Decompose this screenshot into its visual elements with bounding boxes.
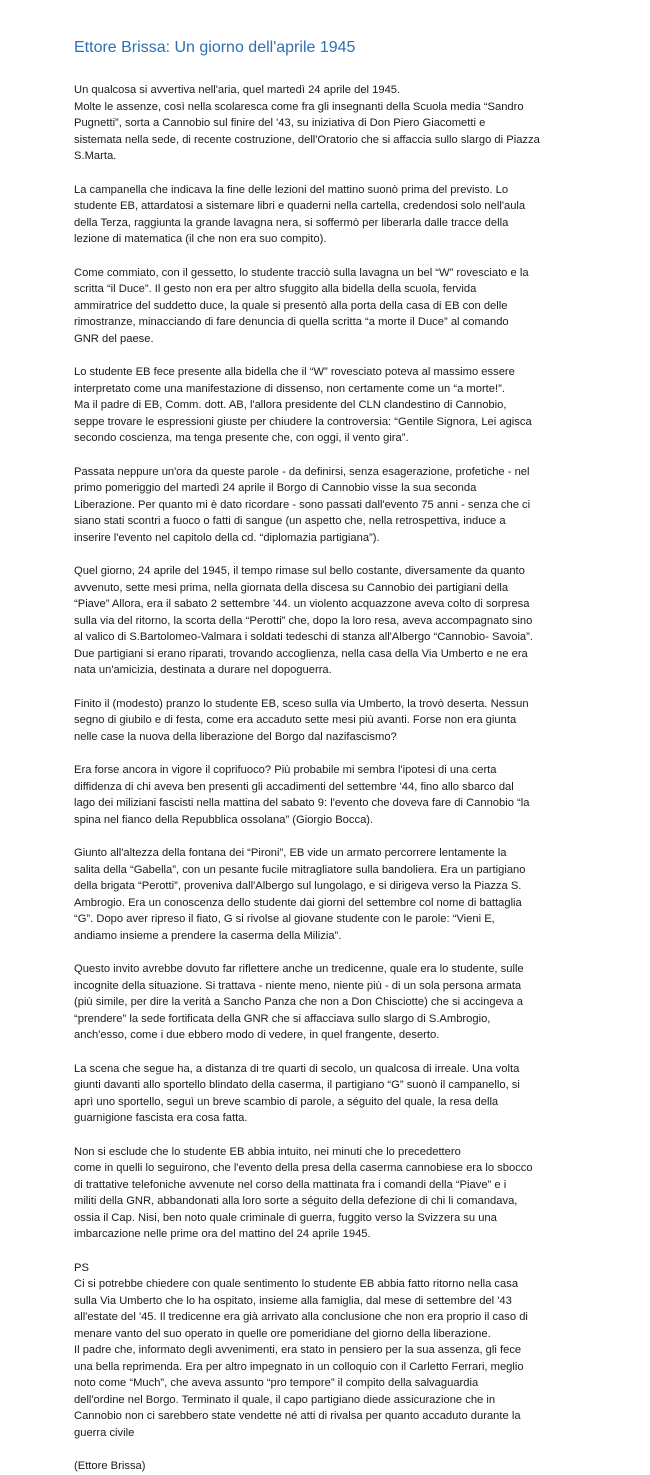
paragraph-line: Ambrogio. Era un conoscenza dello studente dai giorni del settembre col nome di battaglia [74,896,522,909]
paragraph-line: aprì uno sportello, seguì un breve scambio di parole, a séguito del quale, la resa della [74,1095,499,1108]
paragraph-line: lezione di matematica (il che non era suo compito). [74,233,327,245]
paragraph-line: La scena che segue ha, a distanza di tre quarti di secolo, un qualcosa di irreale. Una volta [74,1062,520,1075]
paragraph-line: Liberazione. Per quanto mi è dato ricordare - sono passati dall'evento 75 anni - senza che ci [74,498,531,511]
paragraph-line: “G”. Dopo aver ripreso il fiato, G si rivolse al giovane studente con le parole: “Vieni E, [74,913,495,925]
paragraph-line: ammiratrice del suddetto duce, la quale si presentò alla porta della casa di EB con delle [74,299,508,312]
paragraph-line: della brigata “Perotti”, proveniva dall'Albergo sul lungolago, e si dirigeva verso la Piazza S. [74,880,522,892]
document-body [74,82,610,1441]
paragraph [74,182,610,248]
paragraph-line: all'estate del '45. Il tredicenne era già arrivato alla conclusione che non era proprio il caso di [74,1311,528,1323]
paragraph-line: lago dei miliziani fascisti nella mattina del sabato 9: l'evento che doveva fare di Cannobio “la [74,797,530,809]
paragraph-line: Quel giorno, 24 aprile del 1945, il tempo rimase sul bello costante, diversamente da quanto [74,565,525,577]
paragraph [74,1144,610,1243]
paragraph-line: Molte le assenze, così nella scolaresca come fra gli insegnanti della Scuola media “Sandro [74,100,524,113]
paragraph-line: Era forse ancora in vigore il coprifuoco? Più probabile mi sembra l'ipotesi di una certa [74,764,497,776]
paragraph-line: Lo studente EB fece presente alla bidella che il “W” rovesciato poteva al massimo essere [74,366,515,378]
paragraph-line: al valico di S.Bartolomeo-Valmara i soldati tedeschi di stanza all'Albergo “Cannobio- Savoia”. [74,631,533,643]
paragraph-line: giunti davanti allo sportello blindato della caserma, il partigiano “G” suonò il campanello, si [74,1079,520,1091]
paragraph-line: sulla Via Umberto che lo ha ospitato, insieme alla famiglia, dal mese di settembre del '43 [74,1294,512,1307]
paragraph-line: della Terza, raggiunta la grande lavagna nera, si soffermò per liberarla dalle tracce della [74,216,509,229]
paragraph-line: studente EB, attardatosi a sistemare libri e quaderni nella cartella, credendosi solo nell'aula [74,200,526,212]
paragraph-line: Ma il padre di EB, Comm. dott. AB, l'allora presidente del CLN clandestino di Cannobio, [74,399,507,411]
paragraph-line: Giunto all'altezza della fontana dei “Pironi”, EB vide un armato percorrere lentamente la [74,847,507,859]
paragraph-line: Il padre che, informato degli avvenimenti, era stato in pensiero per la sua assenza, gli fece [74,1344,522,1356]
paragraph-line: Finito il (modesto) pranzo lo studente EB, sceso sulla via Umberto, la trovò deserta. Nessun [74,697,529,710]
paragraph [74,961,610,1044]
paragraph-line: Ci si potrebbe chiedere con quale sentimento lo studente EB abbia fatto ritorno nella casa [74,1278,519,1290]
paragraph-line: guerra civile [74,1426,135,1439]
paragraph-line: sistemata nella sede, di recente costruzione, dell'Oratorio che si affaccia sullo slargo di Piazza [74,133,540,146]
paragraph-line: “Piave” Allora, era il sabato 2 settembre '44. un violento acquazzone aveva colto di sorpresa [74,598,530,610]
paragraph-line: (più simile, per dire la verità a Sancho Panza che non a Don Chisciotte) che si accingeva a [74,996,523,1008]
paragraph-line: Un qualcosa si avvertiva nell'aria, quel martedì 24 aprile del 1945. [74,84,401,96]
paragraph [74,364,610,447]
paragraph-line: guarnigione fascista era cosa fatta. [74,1112,248,1124]
paragraph-line: dell'ordine nel Borgo. Terminato il quale, il capo partigiano diede assicurazione che in [74,1393,496,1406]
paragraph-line: Non si esclude che lo studente EB abbia intuito, nei minuti che lo precedettero [74,1145,461,1158]
paragraph-line: seppe trovare le espressioni giuste per chiudere la controversia: “Gentile Signora, Lei agisca [74,415,532,428]
paragraph-line: andiamo insieme a prendere la caserma della Milizia”. [74,929,342,942]
paragraph [74,696,610,746]
paragraph-line: Passata neppure un'ora da queste parole - da definirsi, senza esagerazione, profetiche - nel [74,465,530,478]
paragraph-line: scritta “il Duce”. Il gesto non era per altro sfuggito alla bidella della scuola, fervida [74,283,477,295]
paragraph-line: militi della GNR, abbandonati alla loro sorte a séguito della defezione di chi li comandava, [74,1195,518,1207]
paragraph-line: siano stati scontri a fuoco o fatti di sangue (un aspetto che, nella retrospettiva, induce a [74,515,506,527]
paragraph-line: diffidenza di chi aveva ben presenti gli accadimenti del settembre '44, fino allo sbarco dal [74,780,514,793]
paragraph-line: noto come “Much”, che aveva assunto “pro tempore” il compito della salvaguardia [74,1377,479,1389]
paragraph-line: imbarcazione nelle prime ora del mattino del 24 aprile 1945. [74,1228,371,1240]
paragraph-line: come in quelli lo seguirono, che l'evento della presa della caserma cannobiese era lo sbocco [74,1162,533,1174]
paragraph [74,464,610,547]
paragraph-line: S.Marta. [74,150,117,162]
paragraph-line: segno di giubilo e di festa, come era accaduto sette mesi più avanti. Forse non era giunta [74,714,517,726]
paragraph-line: “prendere” la sede fortificata della GNR che si affacciava sullo slargo di S.Ambrogio, [74,1012,491,1025]
paragraph-line: salita della “Gabella”, con un pesante fucile mitragliatore sulla bandoliera. Era un partigiano [74,863,526,876]
paragraph-line: avvenuto, sette mesi prima, nella giornata della discesa su Cannobio dei partigiani della [74,581,509,594]
paragraph-line: di trattative telefoniche avvenute nel corso della mattinata fra i comandi della “Piave” e i [74,1178,507,1191]
paragraph-line: primo pomeriggio del martedì 24 aprile il Borgo di Cannobio visse la sua seconda [74,482,477,494]
paragraph-line: Questo invito avrebbe dovuto far riflettere anche un tredicenne, quale era lo studente, sulle [74,963,524,975]
paragraph-line: inserire l'evento nel capitolo della cd. “diplomazia partigiana”). [74,531,380,544]
paragraph-line: secondo coscienza, ma tenga presente che, con oggi, il vento gira”. [74,432,409,444]
paragraph-line: nelle case la nuova della liberazione del Borgo dal nazifascismo? [74,730,397,743]
paragraph [74,845,610,944]
paragraph-line: Pugnetti”, sorta a Cannobio sul finire del '43, su iniziativa di Don Piero Giacometti e [74,117,486,129]
paragraph [74,563,610,679]
paragraph-line: GNR del paese. [74,332,154,345]
paragraph-line: incognite della situazione. Si trattava - niente meno, niente più - di un sola persona armata [74,979,522,992]
paragraph-line: sulla via del ritorno, la scorta della “Perotti” che, dopo la loro resa, aveva accompagnato sino [74,614,533,627]
paragraph-line: anch'esso, come i due ebbero modo di vedere, in quel frangente, deserto. [74,1029,440,1041]
paragraph-line: La campanella che indicava la fine delle lezioni del mattino suonò prima del previsto. Lo [74,183,509,196]
paragraph [74,265,610,348]
paragraph [74,762,610,828]
paragraph-line: menare vanto del suo operato in quelle ore pomeridiane del giorno della liberazione. [74,1327,491,1340]
paragraph [74,1061,610,1127]
paragraph-line: una bella reprimenda. Era per altro impegnato in un colloquio con il Carletto Ferrari, meglio [74,1360,524,1373]
paragraph-line: Due partigiani si erano riparati, trovando accoglienza, nella casa della Via Umberto e ne era [74,647,528,660]
paragraph-line: Cannobio non ci sarebbero state vendette né atti di rivalsa per quanto accaduto durante la [74,1410,521,1422]
paragraph-line: rimostranze, minacciando di fare denuncia di quella scritta “a morte il Duce” al comando [74,316,509,328]
document-signature: (Ettore Brissa) [74,1460,146,1472]
document-title: Ettore Brissa: Un giorno dell'aprile 1945 [74,39,356,56]
paragraph [74,82,610,165]
paragraph-line: Come commiato, con il gessetto, lo studente tracciò sulla lavagna un bel “W” rovesciato e la [74,266,529,279]
paragraph-line: nata un'amicizia, destinata a durare nel dopoguerra. [74,664,332,676]
paragraph-line: spina nel fianco della Repubblica ossolana” (Giorgio Bocca). [74,813,374,826]
paragraph-line: interpretato come una manifestazione di dissenso, non certamente come un “a morte!”. [74,382,505,395]
paragraph-line: ossia il Cap. Nisi, ben noto quale criminale di guerra, fuggito verso la Svizzera su una [74,1211,497,1224]
paragraph [74,1260,610,1442]
paragraph-line: PS [74,1261,89,1274]
